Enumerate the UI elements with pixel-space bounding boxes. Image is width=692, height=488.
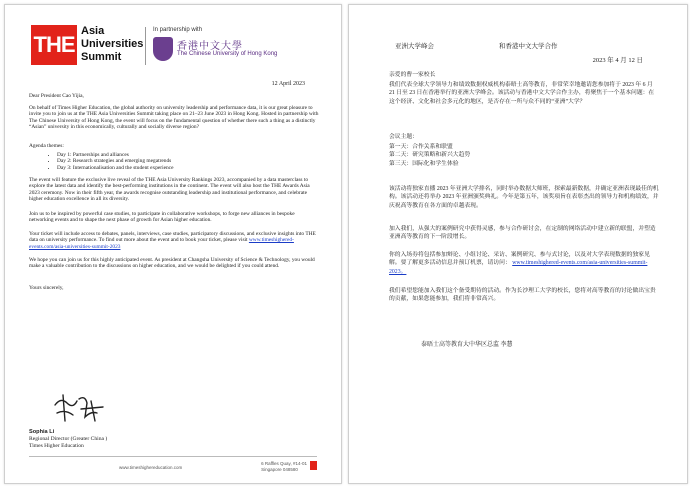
translation-join: 加入我们，从强大的案例研究中获得灵感，参与合作研讨会，在定制的网络活动中建立新的联盟，并塑造亚洲高等教育的下一阶段增长。 [389, 226, 656, 241]
partner-label: In partnership with [153, 27, 203, 33]
chinese-translation-page [348, 4, 688, 484]
footer-website[interactable]: www.timeshighereducation.com [119, 465, 183, 470]
footer-address [261, 461, 307, 472]
paragraph-rankings: The event will feature the exclusive live reveal of the THE Asia University Rankings 2023, accompanied by a data masterclass to explore the latest data and identify the best-performing institutions in the continent. The event will also host the THE Awards Asia 2023 ceremony. Now in their fifth year, the awards recognise outstanding leadership and institutional performance, and celebrate higher education excellence in all its diversity. [29, 177, 310, 203]
translation-signature-line: 泰晤士高等教育大中华区总监 李慧 [421, 342, 513, 348]
translation-ticket [389, 251, 659, 276]
paragraph-intro: On behalf of Times Higher Education, the global authority on university leadership and performance data, it is our great pleasure to invite you to join us at the THE Asia Universities Summit taking place on 21–23 June 2023 in Hong Kong. Hosted in partnership with The Chinese University of Hong Kong, the event will focus on the fundamental question of whether there such a thing as a distinctly “Asian” university in this economically, culturally and socially diverse region? [29, 105, 319, 131]
footer-address-line: Singapore 048580 [261, 466, 298, 472]
translation-ticket-text: 你的入场券将包括参加辩论、小组讨论、采访、案例研究、参与式讨论，以及对大学表现数据的独家见解。要了解更多活动信息并预订机票，请访问： [389, 252, 650, 267]
agenda-item: • Day 3: Internationalisation and the student experience [57, 165, 319, 171]
agenda-item: • Day 1: Partnerships and alliances [57, 152, 319, 158]
header-summit: 亚洲大学峰会 [395, 43, 434, 50]
cuhk-english-name: The Chinese University of Hong Kong [177, 51, 278, 57]
paragraph-join: Join us to be inspired by powerful case studies, to participate in collaborative workshops, to forge new alliances in bespoke networking events and to shape the next phase of growth for Asian higher education. [29, 211, 295, 224]
logo-line-asia: Asia [81, 25, 105, 37]
paragraph-ticket [29, 231, 319, 250]
translation-agenda-title: 会议主题： [389, 134, 418, 140]
signer-organization: Times Higher Education [29, 443, 84, 449]
the-logo: THE [31, 25, 77, 65]
logo-line-summit: Summit [81, 51, 122, 63]
handwritten-signature [51, 391, 111, 427]
logo-divider [145, 27, 146, 65]
agenda-list [29, 152, 319, 171]
translation-salutation: 亲爱的曹一家校长 [389, 72, 436, 78]
translation-date: 2023 年 4 月 12 日 [592, 57, 643, 64]
header-partner: 和香港中文大学合作 [499, 43, 558, 50]
summit-wordmark [81, 25, 143, 64]
footer-logo-icon [310, 461, 317, 470]
event-link[interactable]: www.timeshighered-events.com/asia-universities-summit-2023 [29, 237, 294, 250]
signer-name: Sophia Li [29, 429, 55, 435]
translation-agenda-item: 第二天：研究策略和新兴大趋势 [389, 152, 471, 159]
translation-event-link[interactable]: www.timeshighered-events.com/asia-universities-summit-2023。 [389, 260, 648, 275]
english-letter-page [4, 4, 342, 484]
agenda-item: • Day 2: Research strategies and emerging megatrends [57, 158, 319, 164]
signer-block [29, 429, 107, 450]
translation-rankings: 该活动将独家直播 2023 年亚洲大学排名，同时举办数据大师班，探索最新数据，并确定亚洲表现最佳的机构。该活动还将举办 2023 年亚洲颁奖典礼。今年是第五年，该奖项旨在表彰杰出的领导力和机构绩效，并庆祝高等教育在各方面的卓越表现。 [389, 186, 659, 209]
letter-footer [29, 456, 317, 475]
translation-closing: 我们希望您能加入我们这个备受期待的活动。作为长沙理工大学的校长，您将对高等教育的讨论做出宝贵的贡献，如果您能参加，我们将非常高兴。 [389, 288, 656, 303]
translation-agenda-item: 第一天：合作关系和联盟 [389, 144, 453, 150]
letter-date: 12 April 2023 [271, 81, 305, 87]
cuhk-seal-icon [153, 37, 173, 61]
footer-address-line: 6 Raffles Quay, #14-01 [261, 461, 307, 466]
closing-salutation: Yours sincerely, [29, 285, 64, 291]
logo-line-universities: Universities [81, 38, 144, 50]
agenda-title: Agenda themes: [29, 143, 64, 149]
signer-title: Regional Director (Greater China ) [29, 436, 108, 442]
ticket-text: Your ticket will include access to debates, panels, interviews, case studies, participatory discussions, and exclusive insights into THE data on university performance. To find out more about the event and to book your ticket, please visit [29, 231, 316, 244]
translation-agenda-list [389, 143, 659, 168]
translation-intro: 我们代表全球大学领导力和绩效数据权威机构泰晤士高等教育，非常荣幸地邀请您参加将于 2023 年 6 月 21 日至 23 日在香港举行的亚洲大学峰会。该活动与香港中文大学合作主办，将聚焦于一个基本问题：在这个经济、文化和社会多元化的地区，是否存在一所与众不同的“亚洲”大学？ [389, 82, 655, 105]
paragraph-closing: We hope you can join us for this highly anticipated event. As president at Changsha University of Science & Technology, you would make a valuable contribution to the discussions on higher education, and we would be delighted if you could attend. [29, 257, 315, 270]
salutation: Dear President Cao Yijia, [29, 93, 84, 99]
cuhk-chinese-name: 香港中文大學 [177, 41, 243, 52]
translation-agenda-item: 第三天：国际化和学生体验 [389, 160, 459, 167]
